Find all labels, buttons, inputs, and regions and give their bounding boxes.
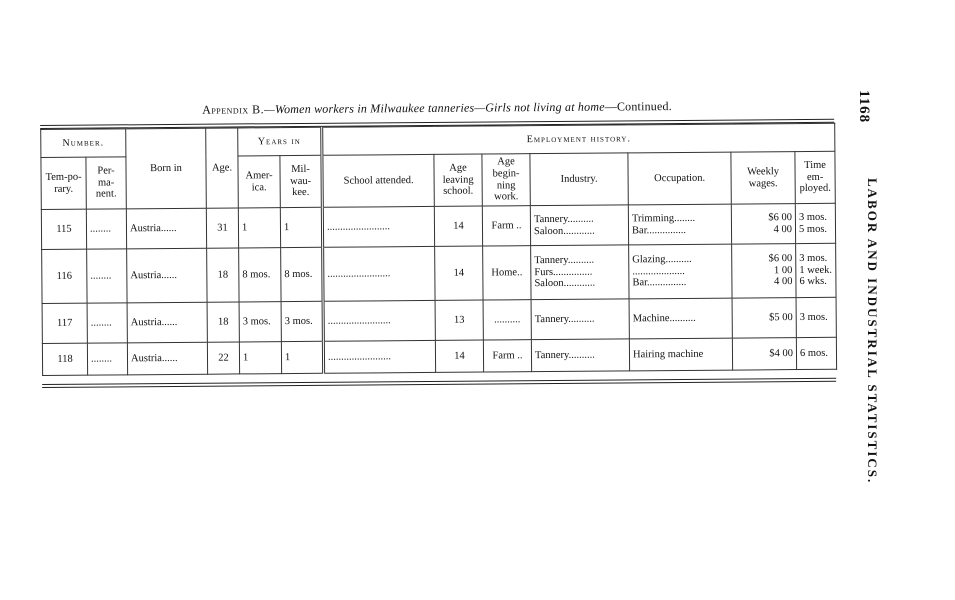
header-permanent: Per-ma-nent. bbox=[86, 157, 126, 209]
cell-permanent: ........ bbox=[87, 303, 127, 343]
cell-time-employed-line: 3 mos. bbox=[798, 211, 827, 223]
cell-time-employed bbox=[796, 243, 836, 297]
cell-permanent: ........ bbox=[86, 209, 126, 249]
cell-weekly-wages-line: $6 00 bbox=[768, 212, 792, 224]
cell-occupation-line: Machine.......... bbox=[632, 312, 696, 325]
bottom-rule bbox=[42, 378, 836, 388]
table-title bbox=[40, 98, 834, 119]
cell-industry-line: Tannery.......... bbox=[534, 349, 595, 361]
header-weekly-wages: Weekly wages. bbox=[731, 152, 795, 205]
table-body bbox=[41, 203, 836, 375]
title-tail: —Continued. bbox=[604, 99, 672, 114]
cell-age: 31 bbox=[206, 208, 238, 248]
cell-industry-line: Tannery.......... bbox=[534, 313, 595, 325]
cell-time-employed-line: 3 mos. bbox=[799, 311, 828, 323]
cell-occupation-line: Glazing.......... bbox=[632, 254, 692, 266]
cell-industry-line: Tannery.......... bbox=[533, 213, 594, 226]
cell-weekly-wages-line: $6 00 bbox=[768, 253, 793, 265]
cell-america: 8 mos. bbox=[239, 248, 281, 302]
cell-age-leaving-school: 14 bbox=[435, 340, 483, 372]
cell-permanent: ........ bbox=[87, 249, 127, 303]
cell-occupation-line: Trimming........ bbox=[631, 212, 696, 225]
cell-industry bbox=[531, 339, 629, 372]
cell-weekly-wages bbox=[732, 338, 796, 371]
table-row bbox=[41, 203, 835, 249]
cell-weekly-wages-line: $5 00 bbox=[769, 311, 793, 323]
cell-occupation bbox=[629, 244, 732, 299]
cell-temporary: 116 bbox=[42, 249, 87, 303]
cell-temporary: 117 bbox=[42, 303, 87, 343]
cell-occupation-line: .................... bbox=[632, 265, 685, 278]
cell-age-beginning-work: Farm .. bbox=[482, 206, 530, 246]
cell-temporary: 115 bbox=[41, 209, 86, 249]
cell-time-employed bbox=[796, 297, 836, 337]
page-number: 1168 bbox=[856, 90, 872, 124]
header-america: Amer-ica. bbox=[238, 156, 280, 208]
cell-age-beginning-work: .......... bbox=[483, 300, 531, 340]
cell-school-attended: ........................ bbox=[323, 300, 435, 341]
table-row bbox=[42, 243, 836, 303]
cell-weekly-wages bbox=[731, 204, 795, 245]
table-row bbox=[42, 337, 836, 375]
cell-industry-line: Saloon............ bbox=[534, 277, 596, 290]
cell-time-employed-line: 3 mos. bbox=[799, 252, 828, 265]
cell-industry-line: Tannery.......... bbox=[534, 254, 595, 267]
cell-weekly-wages-line: 1 00 bbox=[773, 264, 793, 276]
cell-occupation bbox=[629, 298, 732, 339]
cell-weekly-wages bbox=[732, 244, 796, 299]
cell-occupation-line: Bar............... bbox=[631, 224, 687, 236]
cell-occupation-line: Hairing machine bbox=[632, 348, 704, 361]
women-workers-table bbox=[40, 123, 837, 376]
cell-america: 1 bbox=[238, 208, 280, 248]
running-head: LABOR AND INDUSTRIAL STATISTICS. bbox=[865, 178, 880, 485]
cell-america: 3 mos. bbox=[239, 302, 281, 342]
cell-age-leaving-school: 14 bbox=[434, 206, 482, 246]
cell-school-attended: ........................ bbox=[323, 340, 435, 373]
cell-age: 18 bbox=[207, 248, 239, 302]
cell-industry-line: Furs............... bbox=[534, 266, 593, 278]
cell-age: 22 bbox=[207, 342, 239, 374]
cell-industry-line: Saloon............ bbox=[533, 225, 595, 237]
title-lead: Appendix B. bbox=[202, 102, 265, 117]
title-italic: —Women workers in Milwaukee tanneries—Girls not living at home bbox=[264, 99, 605, 117]
cell-born-in: Austria...... bbox=[127, 342, 207, 375]
cell-time-employed-line: 6 mos. bbox=[799, 347, 829, 359]
cell-weekly-wages-line: 4 00 bbox=[773, 223, 793, 235]
cell-industry bbox=[531, 299, 629, 340]
cell-milwaukee: 3 mos. bbox=[281, 301, 323, 341]
header-age-beginning-work: Age begin-ning work. bbox=[482, 154, 530, 206]
cell-time-employed-line: 5 mos. bbox=[798, 223, 828, 235]
cell-time-employed bbox=[795, 203, 835, 243]
cell-milwaukee: 8 mos. bbox=[281, 247, 323, 301]
cell-age: 18 bbox=[207, 302, 239, 342]
cell-milwaukee: 1 bbox=[280, 207, 322, 247]
header-temporary: Tem-po-rary. bbox=[41, 157, 86, 209]
header-school-attended: School attended. bbox=[322, 154, 434, 207]
cell-time-employed-line: 6 wks. bbox=[799, 276, 827, 288]
header-milwaukee: Mil-wau-kee. bbox=[280, 155, 322, 207]
cell-occupation bbox=[628, 204, 731, 245]
cell-age-leaving-school: 14 bbox=[435, 246, 483, 300]
header-employment-history: Employment history. bbox=[322, 123, 835, 155]
cell-born-in: Austria...... bbox=[127, 302, 207, 343]
cell-born-in: Austria...... bbox=[126, 208, 206, 249]
table-row bbox=[42, 297, 836, 343]
cell-weekly-wages bbox=[732, 298, 796, 339]
cell-temporary: 118 bbox=[42, 343, 87, 375]
cell-time-employed bbox=[796, 337, 836, 369]
cell-age-leaving-school: 13 bbox=[435, 300, 483, 340]
cell-school-attended: ........................ bbox=[323, 246, 435, 301]
cell-industry bbox=[531, 245, 629, 300]
cell-age-beginning-work: Farm .. bbox=[483, 340, 531, 372]
cell-school-attended: ........................ bbox=[322, 206, 434, 247]
cell-america: 1 bbox=[239, 342, 281, 374]
header-age: Age. bbox=[206, 128, 239, 208]
cell-occupation-line: Bar............... bbox=[632, 277, 687, 289]
cell-born-in: Austria...... bbox=[127, 248, 207, 303]
cell-age-beginning-work: Home.. bbox=[483, 246, 531, 300]
cell-weekly-wages-line: 4 00 bbox=[774, 276, 793, 288]
cell-occupation bbox=[629, 338, 732, 371]
header-born-in: Born in bbox=[126, 128, 207, 209]
appendix-table-block bbox=[40, 98, 836, 388]
header-number: Number. bbox=[41, 129, 126, 158]
cell-milwaukee: 1 bbox=[281, 341, 323, 373]
cell-permanent: ........ bbox=[87, 343, 127, 375]
cell-weekly-wages-line: $4 00 bbox=[769, 347, 794, 359]
header-years-in: Years in bbox=[238, 127, 322, 156]
header-time-employed: Time em-ployed. bbox=[795, 151, 835, 203]
header-age-leaving-school: Age leaving school. bbox=[434, 154, 482, 206]
cell-time-employed-line: 1 week. bbox=[799, 264, 833, 276]
header-occupation: Occupation. bbox=[628, 152, 731, 205]
header-industry: Industry. bbox=[530, 153, 628, 206]
cell-industry bbox=[530, 205, 628, 246]
